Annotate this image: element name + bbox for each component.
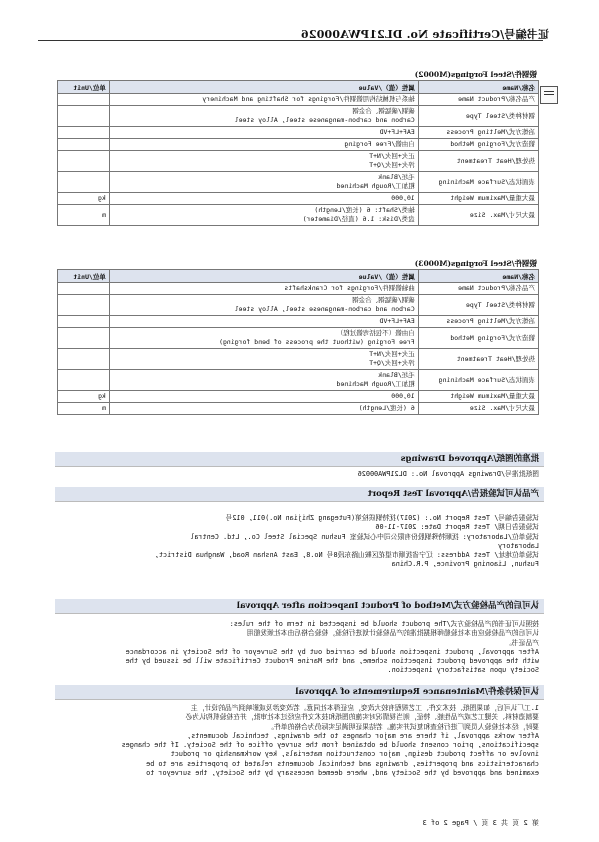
table1-header-name: 名称/Name <box>418 81 538 94</box>
row-name: 锻造方式/Forging Method <box>418 139 538 151</box>
row-value <box>109 139 418 151</box>
row-unit: m <box>58 205 110 226</box>
row-value-line: 自由锻/Free Forging <box>344 140 415 148</box>
table-row <box>58 193 539 205</box>
row-value-line: 盘类/Disk: 1.6 (直径/Diameter) <box>302 215 415 223</box>
row-unit: kg <box>58 391 110 403</box>
table-row <box>58 205 539 226</box>
test-report-heading: 产品认可试验报告/Approval Test Report <box>55 487 544 502</box>
row-name: 最大尺寸/Max. Size <box>418 205 538 226</box>
row-value-line: 6 (长度/Length) <box>358 404 415 412</box>
row-name: 表面状态/Surface Machining <box>418 370 538 391</box>
table-row <box>58 151 539 172</box>
row-value-line: 10,000 <box>391 392 415 400</box>
table2-header-unit: 单位/Unit <box>58 270 110 283</box>
row-value-line: 轴系与机械结构用锻钢件/Forgings for Shafting and Machinery <box>202 95 415 103</box>
table-row <box>58 403 539 415</box>
row-name: 最大重量/Maximum Weight <box>418 391 538 403</box>
row-unit <box>58 370 110 391</box>
maintenance-line: specifications, prior consent should be obtained from the survey office of the Society. If the changes <box>121 741 539 750</box>
row-name: 锻造方式/Forging Method <box>418 328 538 349</box>
row-name: 产品名称/Product Name <box>418 94 538 106</box>
row-unit <box>58 295 110 316</box>
table1-title: 锻钢件/Steel Forgings(M0002) <box>414 70 537 79</box>
test-report-line: 试验报告编号/ Test Report No.: (2017)抚特钢质检第(Futegang Zhijian No.)011, 012号 <box>225 514 539 522</box>
method-line: After approval, product inspection should be carried out by the Surveyor of the Society in accordance <box>125 647 539 656</box>
row-name: 最大重量/Maximum Weight <box>418 193 538 205</box>
row-unit <box>58 139 110 151</box>
row-value <box>109 205 418 226</box>
maintenance-line: characteristics and properties, drawings and technical documents related to properties are to be <box>146 759 539 768</box>
row-name: 最大尺寸/Max. Size <box>418 403 538 415</box>
row-value-line: EAF+LF+VD <box>379 317 415 325</box>
row-value <box>109 403 418 415</box>
row-value <box>109 349 418 370</box>
test-report-text <box>59 514 539 570</box>
row-unit <box>58 127 110 139</box>
maintenance-line: examined and approved by the Society and, where deemed necessary by the Society, the surveyor to <box>146 769 539 778</box>
row-unit <box>58 349 110 370</box>
test-report-line: 试验单位/Laboratory: 抚顺特殊钢股份有限公司中心试验室 Fushun Special Steel Co., Ltd. Central <box>190 532 539 541</box>
row-value-line: 碳钢/碳锰钢、合金钢 <box>352 107 415 115</box>
row-value-line: 10,000 <box>391 194 415 202</box>
certificate-header: 证书编号/Certificate No. DL21PWA00026 <box>300 28 549 41</box>
row-name: 钢材种类/Steel Type <box>418 295 538 316</box>
row-value <box>109 172 418 193</box>
maintenance-line: 要时，经本社检验人员到厂进行检查和复试并实施。若结果证明满足实际仍为合格的单件。 <box>267 722 539 731</box>
test-report-line: Laboratory <box>498 541 539 550</box>
row-value <box>109 127 418 139</box>
row-value-line: Free Forging (without the process of bend forging) <box>219 338 415 346</box>
row-value <box>109 193 418 205</box>
row-value <box>109 106 418 127</box>
method-text <box>59 620 539 676</box>
row-value <box>109 391 418 403</box>
row-name: 钢材种类/Steel Type <box>418 106 538 127</box>
row-unit <box>58 328 110 349</box>
row-value-line: 碳钢/碳锰钢、合金钢 <box>352 296 415 304</box>
row-value <box>109 370 418 391</box>
row-unit: m <box>58 403 110 415</box>
drawings-line: 图纸批准号/Drawings Approval No.: DL21PWA00026 <box>357 470 539 478</box>
row-name: 热处理/Heat Treatment <box>418 349 538 370</box>
table-row <box>58 127 539 139</box>
row-value-line: 粗加工/Rough Machined <box>336 182 415 190</box>
table1-header-unit: 单位/Unit <box>58 81 110 94</box>
row-unit <box>58 106 110 127</box>
row-value-line: 正火+回火/N+T <box>369 152 415 160</box>
row-value <box>109 94 418 106</box>
row-unit <box>58 316 110 328</box>
row-unit <box>58 94 110 106</box>
test-report-line: 试验报告日期/ Test Report Date: 2017-11-06 <box>375 523 539 532</box>
maintenance-text <box>59 704 539 778</box>
header-divider <box>38 40 543 41</box>
table-row <box>58 106 539 127</box>
row-value-line: 淬火+回火/Q+T <box>369 359 415 367</box>
drawings-text <box>59 470 539 479</box>
maintenance-line: involve or affect product design, major construction materials, key workmanship or product <box>170 750 539 759</box>
row-value-line: 毛坯/Blank <box>378 371 415 379</box>
method-line: with the approved product inspection scheme, and the Marine Product Certificate will be issued by the <box>125 657 539 666</box>
row-unit <box>58 151 110 172</box>
row-value-line: Carbon and carbon-manganese steel, Alloy steel <box>234 305 415 313</box>
test-report-line: 试验单位地址/ Test Address: 辽宁省抚顺市望花区鞍山路东段8号 No.8, East Anshan Road, Wanghua District, <box>154 551 539 560</box>
table2-header-name: 名称/Name <box>418 270 538 283</box>
row-unit <box>58 283 110 295</box>
row-unit: kg <box>58 193 110 205</box>
row-name: 冶炼方式/Melting Process <box>418 316 538 328</box>
method-line: 产品证书。 <box>505 638 539 647</box>
table-row <box>58 295 539 316</box>
row-value-line: EAF+LF+VD <box>379 128 415 136</box>
row-unit <box>58 172 110 193</box>
row-value-line: 轴类/Shaft: 6 (长度/Length) <box>314 206 415 214</box>
table2-header-value: 属性（值）/Value <box>109 270 418 283</box>
row-value-line: Carbon and carbon-manganese steel, Alloy steel <box>234 116 415 124</box>
row-value-line: 正火+回火/N+T <box>369 350 415 358</box>
page-number: 第 2 页 共 3 页 / Page 2 of 3 <box>422 819 539 827</box>
table-row <box>58 349 539 370</box>
method-line: 按照认可证书的产品检验方式/The product should be inspected in term of the rules: <box>229 620 539 628</box>
table-row <box>58 370 539 391</box>
table1-header-value: 属性（值）/Value <box>109 81 418 94</box>
drawings-heading: 批准的图纸/Approved Drawings <box>55 452 544 467</box>
table-row <box>58 391 539 403</box>
table-row <box>58 94 539 106</box>
table-row <box>58 316 539 328</box>
row-value-line: 曲轴锻钢件/Forgings for Crankshafts <box>284 284 415 292</box>
row-value <box>109 151 418 172</box>
test-report-line: Fushun, Liaoning Province, P.R.China <box>391 560 539 569</box>
scan-icon[interactable] <box>540 86 558 104</box>
row-value-line: 毛坯/Blank <box>378 173 415 181</box>
maintenance-line: 要制造材料、关键工艺或产品性能、特征，则当视情况对实施的图纸和技术文件应经过本社审批，并在检验机构认为必 <box>185 713 539 722</box>
method-heading: 认可后的产品检验方式/Method of Product Inspection after Approval <box>55 599 544 614</box>
row-name: 表面状态/Surface Machining <box>418 172 538 193</box>
row-value <box>109 295 418 316</box>
table1 <box>57 80 539 226</box>
table2 <box>57 269 539 415</box>
row-value-line: 粗加工/Rough Machined <box>336 380 415 388</box>
table2-title: 锻钢件/Steel Forgings(M0003) <box>414 259 537 268</box>
row-value-line: 自由锻（不包括弯锻过程） <box>336 329 415 337</box>
maintenance-line: After works approval, if there are major changes to the drawings, technical documents, <box>187 731 539 740</box>
method-line: 认可后的产品检验应由本社验船师根据批准的产品检验计划进行检验，检验合格后由本社颁发船用 <box>246 629 539 638</box>
row-name: 热处理/Heat Treatment <box>418 151 538 172</box>
method-line: Society upon satisfactory inspection. <box>387 666 539 675</box>
row-name: 产品名称/Product Name <box>418 283 538 295</box>
maintenance-heading: 认可保持条件/Maintenance Requirements of Approval <box>55 685 544 700</box>
row-value <box>109 316 418 328</box>
table-row <box>58 283 539 295</box>
maintenance-line: 1.工厂认可后，如果图纸、技术文件、工艺规程有较大改变，应征得本社同意。若改变涉及或影响到产品的设计，主 <box>190 704 539 712</box>
row-name: 冶炼方式/Melting Process <box>418 127 538 139</box>
row-value-line: 淬火+回火/Q+T <box>369 161 415 169</box>
table-row <box>58 328 539 349</box>
table-row <box>58 139 539 151</box>
row-value <box>109 283 418 295</box>
table-row <box>58 172 539 193</box>
row-value <box>109 328 418 349</box>
